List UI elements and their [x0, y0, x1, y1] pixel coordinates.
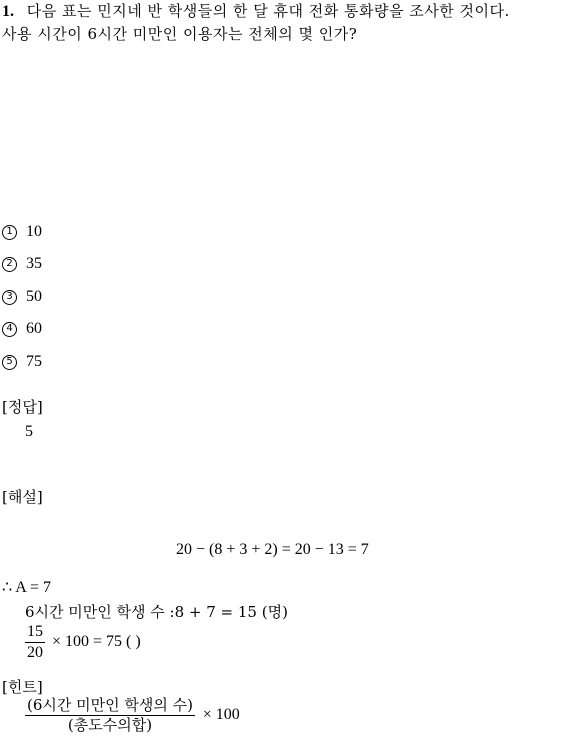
choice-5-mark: 5: [2, 355, 17, 370]
choice-2-value: 35: [26, 255, 42, 272]
fraction-numerator: 15: [25, 623, 45, 643]
choice-4-mark: 4: [2, 322, 17, 337]
choice-2[interactable]: [2, 256, 42, 272]
hint-label: [힌트]: [2, 678, 43, 696]
explanation-fraction: [25, 623, 45, 661]
choice-1-value: 10: [26, 223, 42, 240]
choice-3-value: 50: [26, 288, 42, 305]
choice-3-mark: 3: [2, 290, 17, 305]
question-text-2: 사용 시간이 6시간 미만인 이용자는 전체의 몇 인가?: [2, 25, 358, 43]
choice-1-mark: 1: [2, 225, 17, 240]
hint-formula: [25, 697, 240, 733]
question-number: 1.: [2, 3, 14, 20]
explanation-equation: 20 − (8 + 3 + 2) = 20 − 13 = 7: [176, 541, 369, 558]
fraction-denominator: 20: [27, 643, 43, 661]
explanation-label: [해설]: [2, 488, 43, 506]
answer-label: [정답]: [2, 398, 43, 416]
choice-5-value: 75: [26, 353, 42, 370]
question-text-1: 다음 표는 민지네 반 학생들의 한 달 휴대 전화 통화량을 조사한 것이다.: [26, 2, 510, 20]
choice-3[interactable]: [2, 289, 42, 305]
explanation-count-line: 6시간 미만인 학생 수 :8 + 7 = 15 (명): [25, 603, 288, 621]
answer-value: 5: [25, 423, 33, 440]
fraction-rest: × 100 = 75 ( ): [52, 633, 141, 651]
table-image-area: [0, 82, 573, 212]
choice-2-mark: 2: [2, 257, 17, 272]
hint-rest: × 100: [202, 706, 240, 723]
hint-denominator: (총도수의합): [67, 715, 153, 734]
choice-1[interactable]: [2, 224, 42, 240]
explanation-fraction-line: [25, 623, 141, 661]
choice-4[interactable]: [2, 321, 42, 337]
choice-5[interactable]: [2, 354, 42, 370]
explanation-therefore: ∴ A = 7: [2, 579, 51, 596]
hint-numerator: (6시간 미만인 학생의 수): [27, 696, 193, 714]
hint-fraction: [25, 697, 195, 733]
question-line-1: [2, 4, 510, 20]
choice-4-value: 60: [26, 320, 42, 337]
